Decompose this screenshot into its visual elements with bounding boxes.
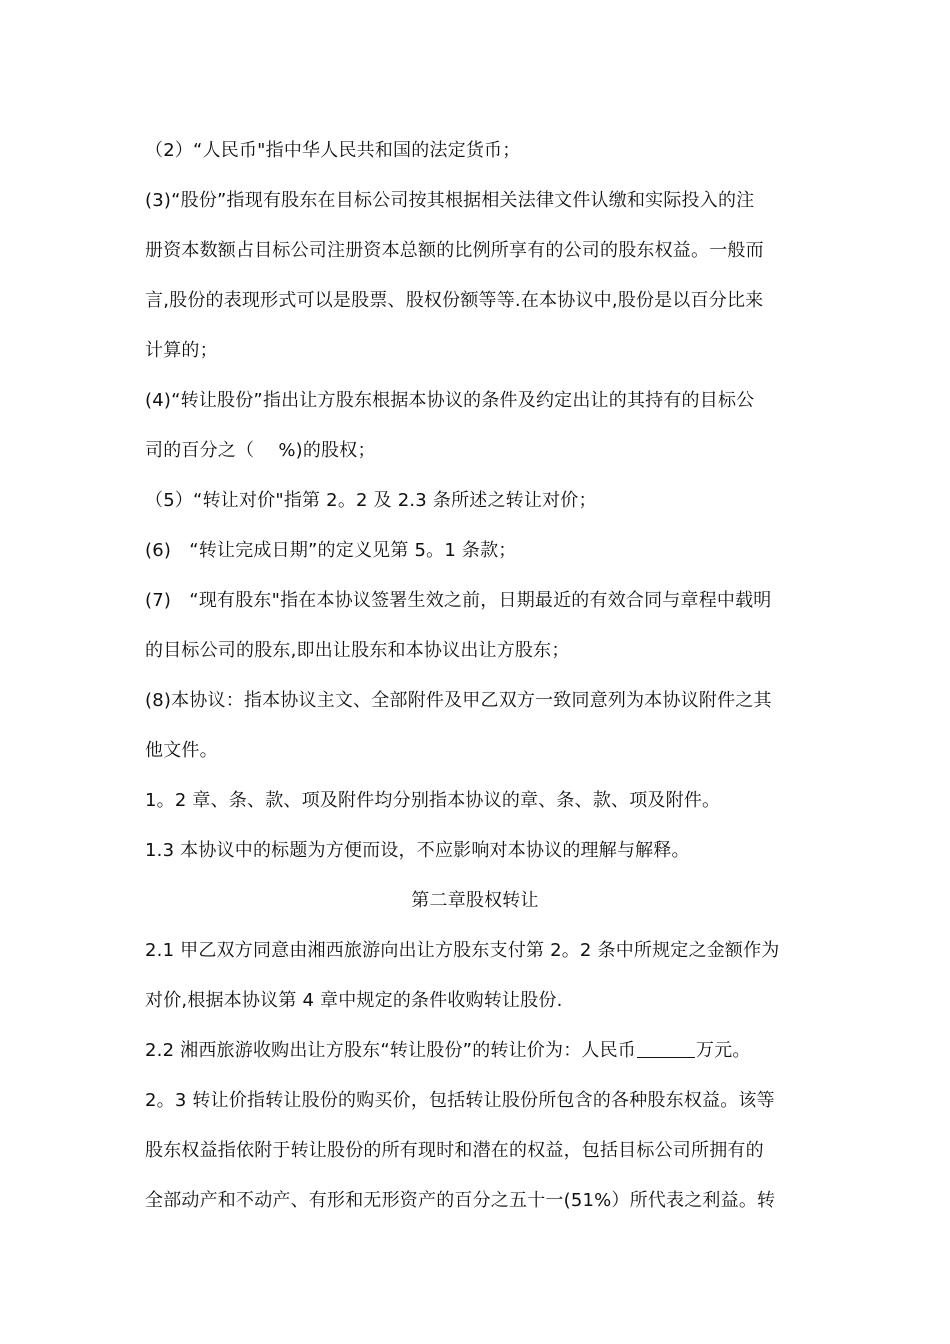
definition-completion-date: (6) “转让完成日期”的定义见第 5。1 条款； <box>145 540 517 561</box>
definition-shares-line-3: 言,股份的表现形式可以是股票、股权份额等等.在本协议中,股份是以百分比来 <box>145 290 764 311</box>
clause-2-2-unit: 万元。 <box>696 1040 751 1061</box>
definition-transfer-consideration: （5）“转让对价"指第 2。2 及 2.3 条所述之转让对价； <box>145 490 597 511</box>
definition-shares-line-4: 计算的； <box>145 340 218 361</box>
definition-existing-shareholders-line-2: 的目标公司的股东,即出让股东和本协议出让方股东； <box>145 640 570 661</box>
chapter-two-heading: 第二章股权转让 <box>411 890 539 911</box>
clause-2-3-line-3: 全部动产和不动产、有形和无形资产的百分之五十一(51%）所代表之利益。转 <box>145 1190 776 1211</box>
clause-2-2 <box>145 1038 825 1064</box>
definition-shares-line-1: (3)“股份”指现有股东在目标公司按其根据相关法律文件认缴和实际投入的注 <box>145 190 755 211</box>
clause-2-3-line-2: 股东权益指依附于转让股份的所有现时和潜在的权益，包括目标公司所拥有的 <box>145 1140 764 1161</box>
clause-2-1-line-1: 2.1 甲乙双方同意由湘西旅游向出让方股东支付第 2。2 条中所规定之金额作为 <box>145 940 780 961</box>
definition-agreement-line-2: 他文件。 <box>145 740 218 761</box>
definition-agreement-line-1: (8)本协议：指本协议主文、全部附件及甲乙双方一致同意列为本协议附件之其 <box>145 690 772 711</box>
clause-1-2: 1。2 章、条、款、项及附件均分别指本协议的章、条、款、项及附件。 <box>145 790 721 811</box>
price-blank-line <box>637 1039 695 1058</box>
definition-shares-line-2: 册资本数额占目标公司注册资本总额的比例所享有的公司的股东权益。一般而 <box>145 240 764 261</box>
definition-rmb: （2）“人民币"指中华人民共和国的法定货币； <box>145 140 521 161</box>
clause-2-2-text: 2.2 湘西旅游收购出让方股东“转让股份”的转让价为：人民币 <box>145 1040 636 1061</box>
clause-2-1-line-2: 对价,根据本协议第 4 章中规定的条件收购转让股份. <box>145 990 563 1011</box>
clause-2-3-line-1: 2。3 转让价指转让股份的购买价，包括转让股份所包含的各种股东权益。该等 <box>145 1090 775 1111</box>
clause-1-3: 1.3 本协议中的标题为方便而设，不应影响对本协议的理解与解释。 <box>145 840 690 861</box>
definition-transfer-shares-line-2: 司的百分之（ %)的股权； <box>145 440 376 461</box>
definition-transfer-shares-line-1: (4)“转让股份”指出让方股东根据本协议的条件及约定出让的其持有的目标公 <box>145 390 755 411</box>
definition-existing-shareholders-line-1: (7) “现有股东"指在本协议签署生效之前，日期最近的有效合同与章程中载明 <box>145 590 772 611</box>
